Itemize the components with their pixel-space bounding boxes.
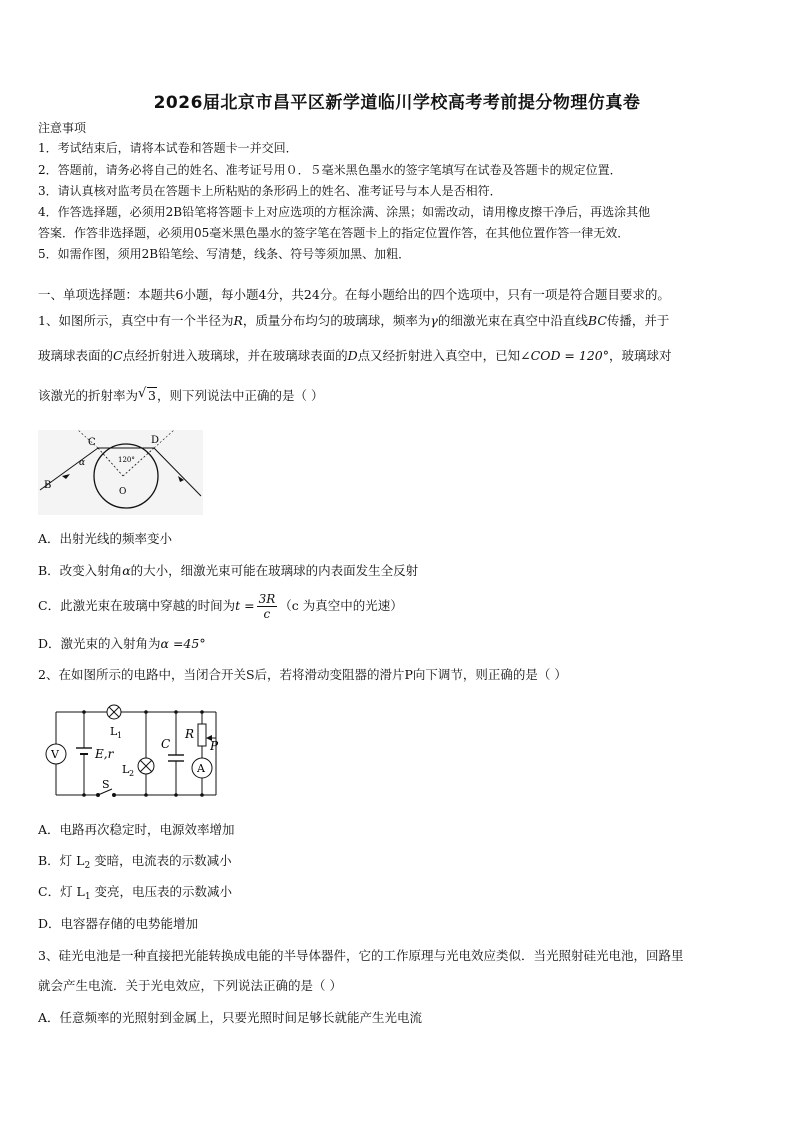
svg-text:α: α (79, 458, 86, 468)
q1-stem-line1: 1、如图所示，真空中有一个半径为R，质量分布均匀的玻璃球，频率为γ的细激光束在真空中沿直线BC传播，并于 (38, 313, 670, 328)
svg-text:L: L (122, 763, 130, 776)
svg-text:A: A (197, 762, 205, 775)
page-title: 2026届北京市昌平区新学道临川学校高考考前提分物理仿真卷 (153, 93, 641, 113)
svg-text:P: P (210, 739, 219, 753)
svg-text:E,r: E,r (95, 747, 114, 761)
q2-option-a: A．电路再次稳定时，电源效率增加 (38, 822, 235, 837)
svg-text:V: V (51, 748, 59, 761)
notice-item-3: 3．请认真核对监考员在答题卡上所粘贴的条形码上的姓名、准考证号与本人是否相符． (38, 184, 502, 198)
q1-glass-sphere-figure (38, 430, 203, 515)
svg-text:D: D (151, 435, 160, 446)
svg-text:O: O (119, 487, 127, 497)
q2-circuit-diagram (38, 700, 223, 805)
q1-option-d: D．激光束的入射角为α =45° (38, 636, 206, 651)
svg-text:2: 2 (129, 769, 135, 778)
svg-text:R: R (185, 727, 195, 741)
q1-option-c: C．此激光束在玻璃中穿越的时间为t = $\frac{3R}{c}$ （c 为真空中的光速） (38, 592, 403, 621)
q2-option-d: D．电容器存储的电势能增加 (38, 916, 199, 931)
svg-text:L: L (110, 725, 118, 738)
notice-item-1: 1．考试结束后，请将本试卷和答题卡一并交回． (38, 141, 298, 155)
q3-stem-line1: 3、硅光电池是一种直接把光能转换成电能的半导体器件，它的工作原理与光电效应类似．当光照射硅光电池，回路里 (38, 948, 684, 963)
notice-heading: 注意事项 (38, 121, 87, 135)
notice-item-4-cont: 答案．作答非选择题，必须用05毫米黑色墨水的签字笔在答题卡上的指定位置作答，在其他位置作答一律无效． (38, 226, 630, 240)
q2-option-b: B．灯 $L_2$ 变暗，电流表的示数减小 (38, 853, 232, 871)
svg-text:S: S (102, 778, 110, 791)
q3-stem-line2: 就会产生电流．关于光电效应，下列说法正确的是（ ） (38, 978, 342, 993)
q1-option-b: B．改变入射角α的大小，细激光束可能在玻璃球的内表面发生全反射 (38, 563, 419, 578)
q1-stem-line3: 该激光的折射率为 √ 3，则下列说法中正确的是（ ） (38, 386, 324, 403)
notice-item-2: 2．答题前，请务必将自己的姓名、准考证号用０．５毫米黑色墨水的签字笔填写在试卷及答题卡的规定位置． (38, 163, 622, 177)
svg-text:B: B (44, 480, 52, 491)
section-heading: 一、单项选择题：本题共6小题，每小题4分，共24分。在每小题给出的四个选项中，只有一项是符合题目要求的。 (38, 287, 670, 302)
svg-text:C: C (161, 737, 171, 751)
notice-item-5: 5．如需作图，须用2B铅笔绘、写清楚，线条、符号等须加黑、加粗． (38, 247, 411, 261)
svg-text:1: 1 (117, 731, 123, 740)
svg-text:120°: 120° (118, 456, 135, 464)
q1-option-a: A．出射光线的频率变小 (38, 531, 173, 546)
q1-stem-line2: 玻璃球表面的C点经折射进入玻璃球，并在玻璃球表面的D点又经折射进入真空中，已知∠COD = 120°，玻璃球对 (38, 348, 672, 363)
q3-option-a: A．任意频率的光照射到金属上，只要光照时间足够长就能产生光电流 (38, 1010, 423, 1025)
q2-option-c: C．灯 $L_1$ 变亮，电压表的示数减小 (38, 884, 233, 902)
q2-stem: 2、在如图所示的电路中，当闭合开关S后，若将滑动变阻器的滑片P向下调节，则正确的是（ ） (38, 667, 567, 682)
svg-text:C: C (88, 437, 96, 448)
notice-item-4: 4．作答选择题，必须用2B铅笔将答题卡上对应选项的方框涂满、涂黑；如需改动，请用橡皮擦干净后，再选涂其他 (38, 205, 651, 219)
